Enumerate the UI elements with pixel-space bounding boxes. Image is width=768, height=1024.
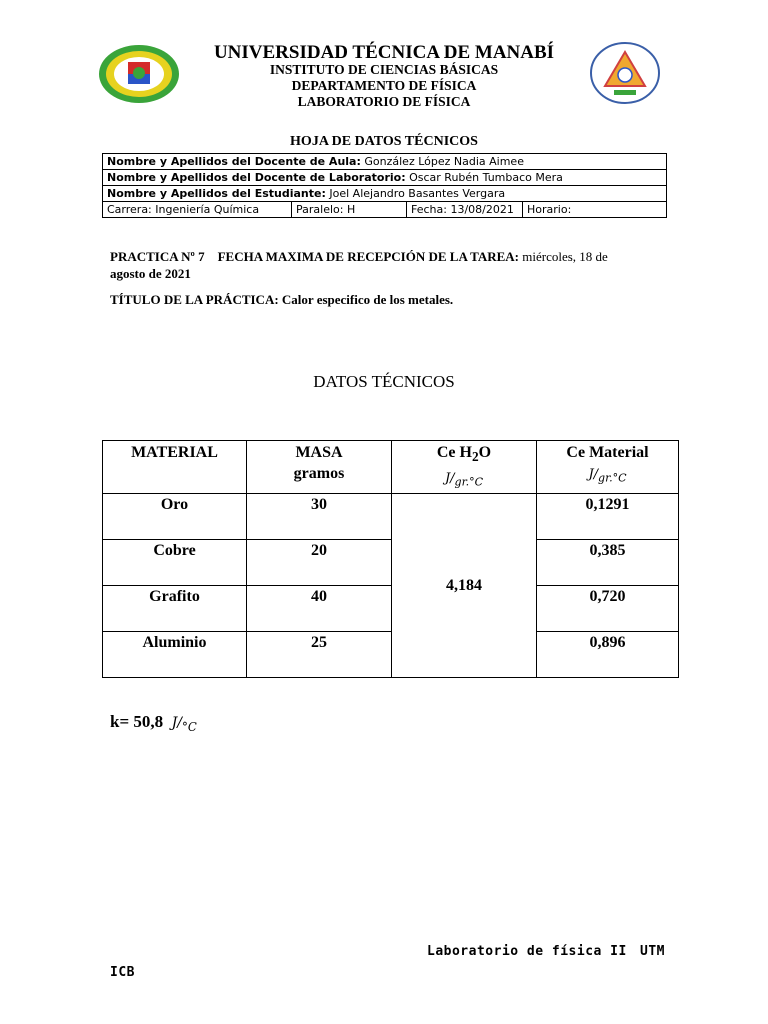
header-masa <box>247 441 392 494</box>
deadline-value-2: agosto de 2021 <box>110 266 191 281</box>
lab-teacher-label: Nombre y Apellidos del Docente de Laboratorio: <box>107 171 406 184</box>
practice-title-line <box>110 291 453 308</box>
department-name: DEPARTAMENTO DE FÍSICA <box>291 78 477 93</box>
header-material-label: MATERIAL <box>131 444 218 461</box>
header-ce-material-unit: $J/_{gr.^\circ C}$ <box>588 467 627 485</box>
teacher-value: González López Nadia Aimee <box>364 155 524 168</box>
unit-den: gr.°C <box>454 475 484 489</box>
institute-name: INSTITUTO DE CIENCIAS BÁSICAS <box>269 62 499 77</box>
table-row <box>103 585 679 631</box>
masa-cell: 25 <box>247 631 392 677</box>
header-masa-label: MASA <box>295 444 343 461</box>
k-unit: $J/_{^\circ C}$ <box>171 715 197 734</box>
k-text: k= 50,8 <box>110 712 164 731</box>
material-cell: Cobre <box>103 539 247 585</box>
practice-title-label: TÍTULO DE LA PRÁCTICA: <box>110 292 279 307</box>
material-cell: Oro <box>103 493 247 539</box>
table-row <box>103 539 679 585</box>
footer-utm: UTM <box>640 944 665 959</box>
info-row-teacher <box>103 154 667 170</box>
deadline-value-1: miércoles, 18 de <box>522 249 608 264</box>
student-value: Joel Alejandro Basantes Vergara <box>329 187 506 200</box>
ce-cell: 0,720 <box>537 585 679 631</box>
table-row <box>103 631 679 677</box>
ce-cell: 0,896 <box>537 631 679 677</box>
info-row-student <box>103 186 667 202</box>
unit-num: J <box>588 467 594 482</box>
career-cell: Carrera: Ingeniería Química <box>103 202 292 218</box>
unit-den: gr.°C <box>598 471 627 485</box>
ce-cell: 0,1291 <box>537 493 679 539</box>
material-cell: Grafito <box>103 585 247 631</box>
header-ce-h2o-unit: $J/_{gr.^\circ C}$ <box>444 471 484 489</box>
table-row <box>103 493 679 539</box>
material-cell: Aluminio <box>103 631 247 677</box>
header-ce-h2o-pre: Ce H <box>436 444 472 461</box>
student-cell <box>103 186 667 202</box>
student-label: Nombre y Apellidos del Estudiante: <box>107 187 326 200</box>
header-masa-unit: gramos <box>293 465 345 482</box>
date-cell: Fecha: 13/08/2021 <box>407 202 523 218</box>
info-row-details <box>103 202 667 218</box>
water-ce-cell: 4,184 <box>392 493 537 677</box>
k-unit-num: J <box>171 715 178 731</box>
practice-title-value: Calor especifico de los metales. <box>281 292 454 307</box>
header-ce-h2o <box>392 441 537 494</box>
datos-title: DATOS TÉCNICOS <box>313 372 455 391</box>
header-material <box>103 441 247 494</box>
teacher-label: Nombre y Apellidos del Docente de Aula: <box>107 155 361 168</box>
teacher-cell <box>103 154 667 170</box>
unit-num: J <box>444 471 451 487</box>
sheet-title: HOJA DE DATOS TÉCNICOS <box>290 134 478 149</box>
data-table-header <box>103 441 679 494</box>
practice-line <box>110 248 680 265</box>
k-constant <box>110 712 197 734</box>
info-row-lab-teacher <box>103 170 667 186</box>
schedule-cell: Horario: <box>523 202 667 218</box>
footer-lab: Laboratorio de física II <box>427 944 627 959</box>
header-ce-h2o-post: O <box>478 444 492 461</box>
info-table <box>102 153 667 218</box>
header-ce-material-label: Ce Material <box>566 444 649 461</box>
header-ce-material <box>537 441 679 494</box>
lab-teacher-cell <box>103 170 667 186</box>
masa-cell: 40 <box>247 585 392 631</box>
lab-teacher-value: Oscar Rubén Tumbaco Mera <box>409 171 563 184</box>
masa-cell: 30 <box>247 493 392 539</box>
parallel-cell: Paralelo: H <box>292 202 407 218</box>
practice-number: PRACTICA Nº 7 <box>110 249 205 264</box>
laboratory-name: LABORATORIO DE FÍSICA <box>297 94 471 109</box>
masa-cell: 20 <box>247 539 392 585</box>
header-ce-h2o-sub: 2 <box>471 449 479 465</box>
university-name: UNIVERSIDAD TÉCNICA DE MANABÍ <box>213 42 555 63</box>
k-unit-den: °C <box>182 719 197 734</box>
footer-icb: ICB <box>110 965 135 980</box>
ce-cell: 0,385 <box>537 539 679 585</box>
deadline-label: FECHA MAXIMA DE RECEPCIÓN DE LA TAREA: <box>217 249 520 264</box>
data-table <box>102 440 679 678</box>
